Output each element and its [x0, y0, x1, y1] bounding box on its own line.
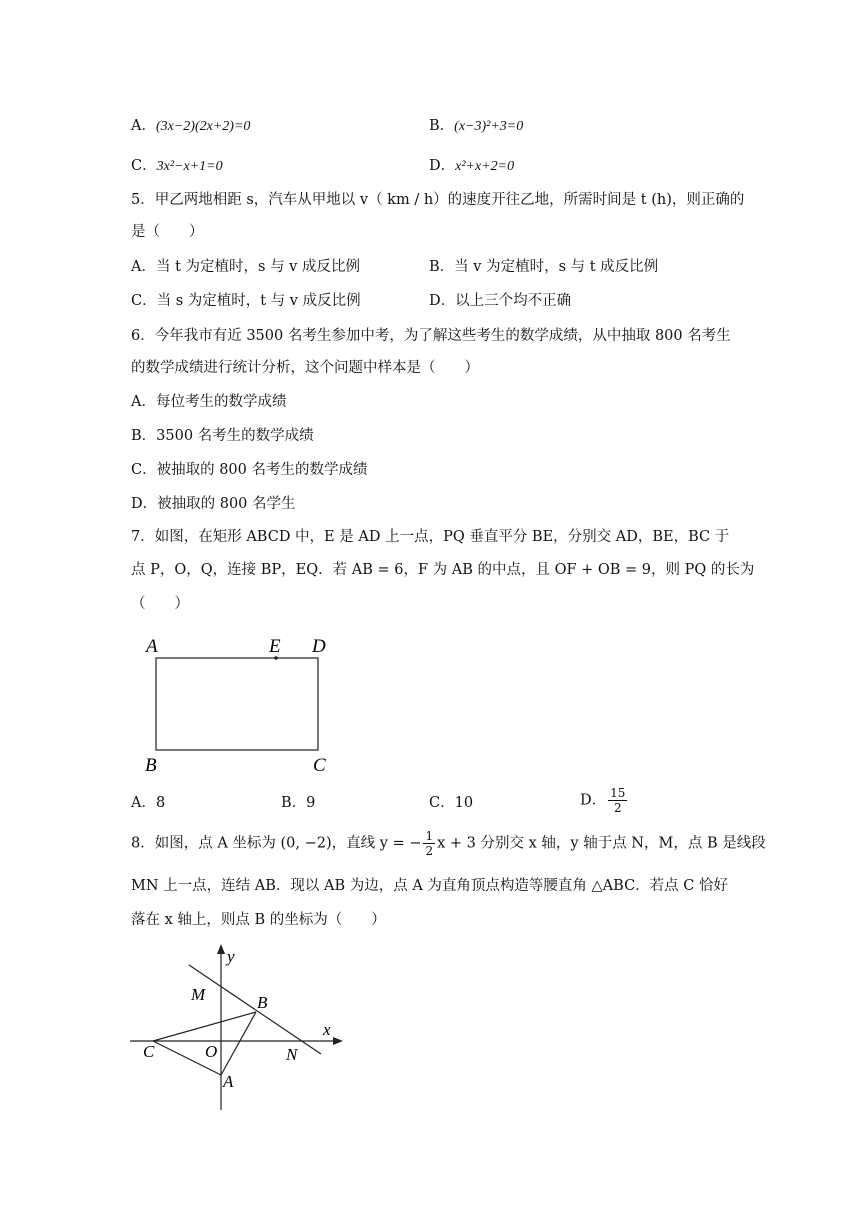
q8-coordinate-figure	[125, 940, 355, 1115]
q5-option-a: A．当 t 为定植时，s 与 v 成反比例	[131, 259, 360, 275]
q6-stem-line1: 6．今年我市有近 3500 名考生参加中考，为了解这些考生的数学成绩，从中抽取 800 名考生	[131, 328, 731, 344]
q7-option-d-fraction	[608, 786, 627, 815]
x-axis-arrow	[333, 1037, 343, 1045]
q6-stem-line2: 的数学成绩进行统计分析，这个问题中样本是（ ）	[131, 360, 479, 376]
q8-stem-line1	[131, 829, 766, 858]
q6-option-d: D．被抽取的 800 名学生	[131, 496, 296, 512]
q6-option-c: C．被抽取的 800 名考生的数学成绩	[131, 462, 368, 478]
q8-stem-line1-b: x + 3 分别交 x 轴，y 轴于点 N，M，点 B 是线段	[437, 835, 766, 852]
q5-stem-line2: 是（ ）	[131, 224, 204, 240]
q5-stem-line1: 5．甲乙两地相距 s，汽车从甲地以 v（ km / h）的速度开往乙地，所需时间是 t (h)，则正确的	[131, 192, 745, 208]
q4-option-d-label: D．	[429, 158, 456, 174]
fraction-numerator: 1	[425, 829, 434, 843]
label-d: D	[312, 636, 326, 657]
q7-stem-line2: 点 P，O，Q，连接 BP，EQ．若 AB = 6，F 为 AB 的中点，且 OF + OB = 9，则 PQ 的长为	[131, 562, 755, 578]
fraction-denominator: 2	[425, 844, 434, 858]
segment-ab	[221, 1012, 256, 1075]
q4-option-d	[429, 156, 514, 177]
fraction-denominator: 2	[613, 801, 622, 815]
q4-option-b	[429, 116, 523, 137]
q5-option-c: C．当 s 为定植时，t 与 v 成反比例	[131, 293, 361, 309]
label-a: A	[146, 636, 158, 657]
q4-option-b-expr: (x−3)²+3=0	[454, 119, 524, 134]
q4-option-a	[131, 116, 250, 137]
label-e: E	[269, 636, 281, 657]
label-c: C	[313, 755, 326, 776]
q5-option-b: B．当 v 为定植时，s 与 t 成反比例	[429, 259, 659, 275]
fraction-numerator: 15	[610, 786, 626, 800]
q7-option-a: A．8	[131, 795, 166, 811]
q7-rectangle-figure	[138, 628, 348, 778]
q7-option-d-label: D．	[580, 792, 607, 809]
q8-slope-fraction	[423, 829, 435, 858]
q4-option-d-expr: x²+x+2=0	[455, 159, 515, 174]
q4-option-b-label: B．	[429, 118, 455, 134]
q4-option-a-label: A．	[131, 118, 156, 134]
q8-stem-line1-a: 8．如图，点 A 坐标为 (0, −2)，直线 y = −	[131, 835, 422, 852]
label-x: x	[323, 1020, 331, 1039]
label-a: A	[223, 1072, 234, 1091]
q7-stem-line3: （ ）	[131, 596, 189, 612]
q8-stem-line3: 落在 x 轴上，则点 B 的坐标为（ ）	[131, 912, 386, 928]
label-o: O	[205, 1042, 218, 1061]
q7-option-c: C．10	[429, 795, 474, 811]
q8-stem-line2: MN 上一点，连结 AB．现以 AB 为边，点 A 为直角顶点构造等腰直角 △ABC．若点 C 恰好	[131, 878, 728, 894]
q6-option-a: A．每位考生的数学成绩	[131, 394, 287, 410]
label-m: M	[191, 985, 206, 1004]
q4-option-c	[131, 156, 223, 177]
label-c: C	[143, 1042, 155, 1061]
rectangle-abcd	[156, 658, 318, 750]
q4-option-a-expr: (3x−2)(2x+2)=0	[155, 119, 251, 134]
q4-option-c-expr: 3x²−x+1=0	[156, 159, 223, 174]
label-y: y	[227, 947, 235, 966]
label-b: B	[145, 755, 157, 776]
q5-option-d: D．以上三个均不正确	[429, 293, 572, 309]
q4-option-c-label: C．	[131, 158, 157, 174]
label-b: B	[257, 993, 268, 1012]
q6-option-b: B．3500 名考生的数学成绩	[131, 428, 314, 444]
y-axis-arrow	[217, 944, 225, 954]
segment-cb	[153, 1012, 256, 1041]
label-n: N	[286, 1045, 298, 1064]
q7-option-b: B．9	[281, 795, 316, 811]
q7-stem-line1: 7．如图，在矩形 ABCD 中，E 是 AD 上一点，PQ 垂直平分 BE，分别交 AD，BE，BC 于	[131, 529, 730, 545]
q7-option-d	[580, 786, 629, 815]
